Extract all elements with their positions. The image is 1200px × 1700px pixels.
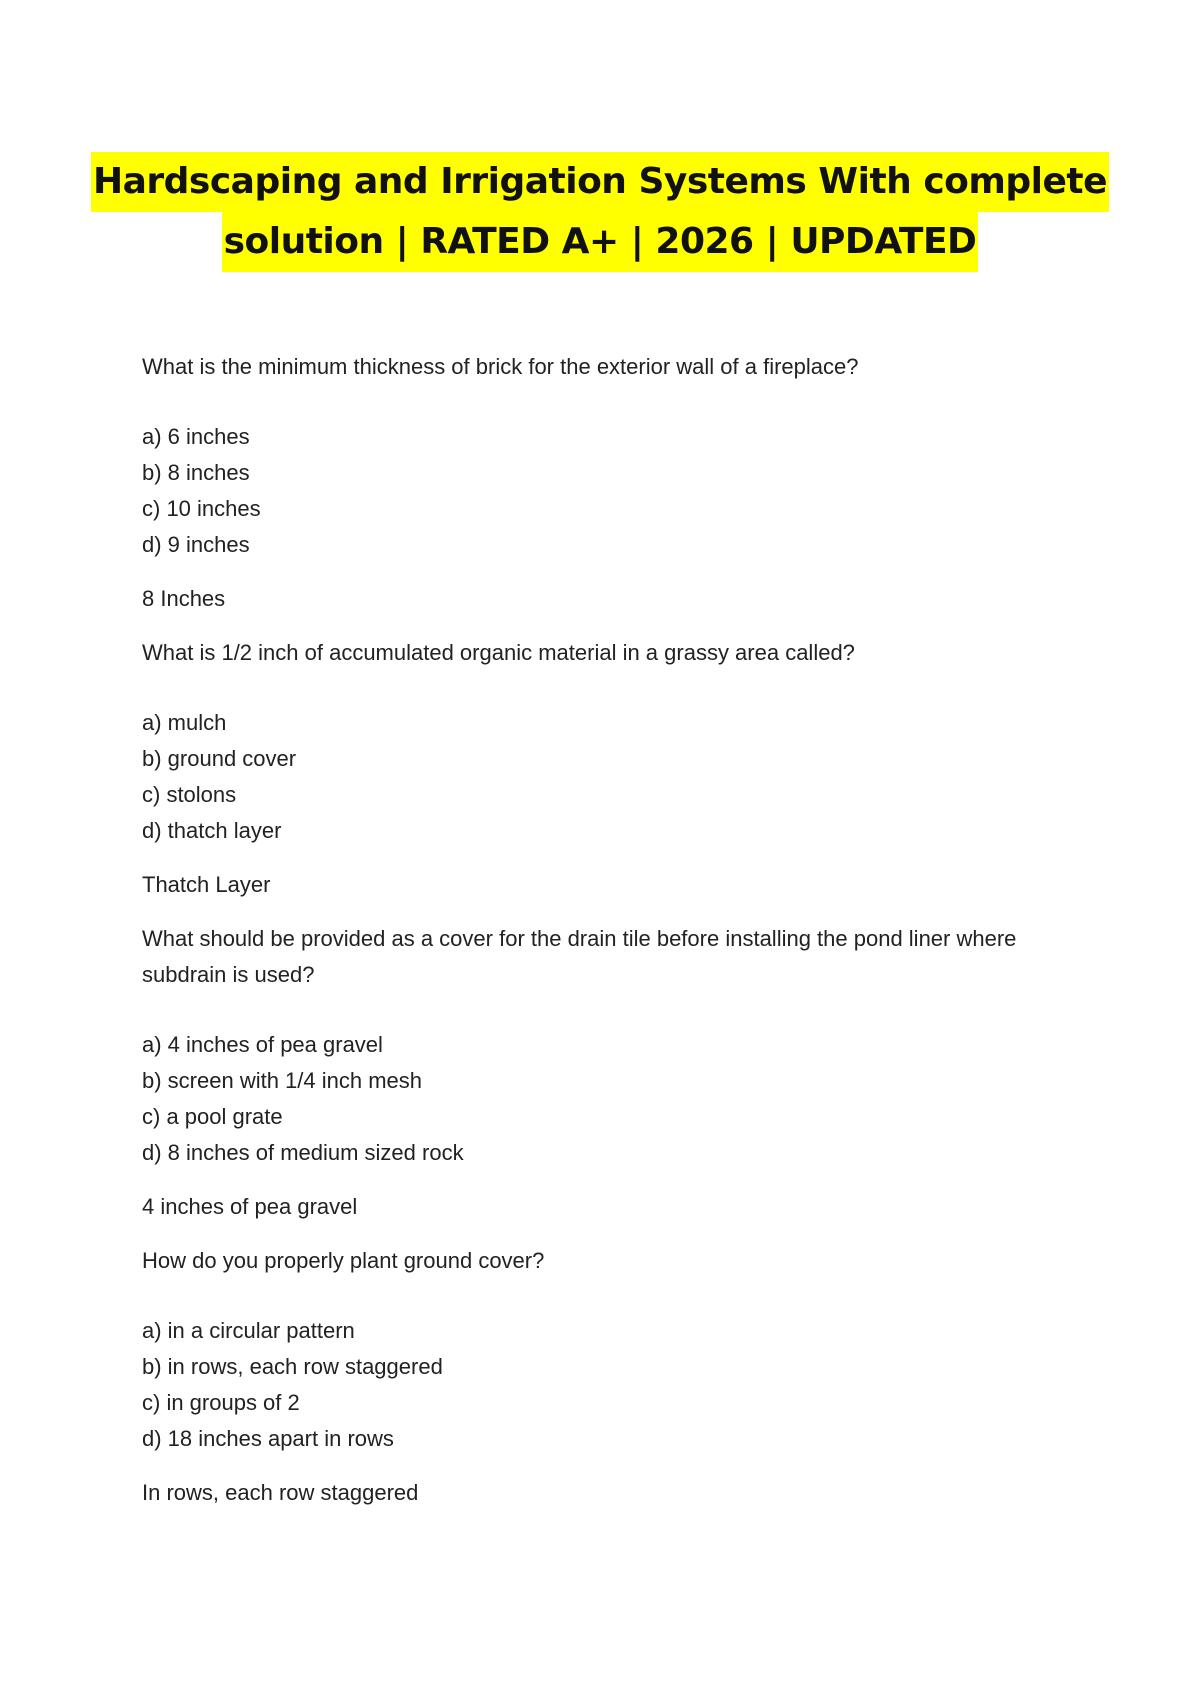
title-line-2: solution | RATED A+ | 2026 | UPDATED <box>222 212 979 272</box>
question-text: What is the minimum thickness of brick for the exterior wall of a fireplace? <box>142 354 859 379</box>
option-d: d) 9 inches <box>142 532 250 557</box>
question-text: What is 1/2 inch of accumulated organic material in a grassy area called? <box>142 640 855 665</box>
option-d: d) 8 inches of medium sized rock <box>142 1140 464 1165</box>
document-title <box>0 152 1200 272</box>
option-b: b) 8 inches <box>142 460 250 485</box>
option-b: b) ground cover <box>142 746 297 771</box>
option-d: d) 18 inches apart in rows <box>142 1426 394 1451</box>
question-text: How do you properly plant ground cover? <box>142 1248 545 1273</box>
answer-text: 4 inches of pea gravel <box>142 1194 358 1219</box>
option-a: a) in a circular pattern <box>142 1318 355 1343</box>
question-block <box>142 635 1062 903</box>
options-list <box>142 419 1062 563</box>
option-c: c) stolons <box>142 782 237 807</box>
option-d: d) thatch layer <box>142 818 282 843</box>
option-b: b) in rows, each row staggered <box>142 1354 443 1379</box>
answer-text: In rows, each row staggered <box>142 1480 419 1505</box>
question-block <box>142 1243 1062 1511</box>
options-list <box>142 705 1062 849</box>
option-b: b) screen with 1/4 inch mesh <box>142 1068 423 1093</box>
question-block <box>142 349 1062 617</box>
title-line-1: Hardscaping and Irrigation Systems With complete <box>91 152 1109 212</box>
option-c: c) a pool grate <box>142 1104 283 1129</box>
option-c: c) in groups of 2 <box>142 1390 300 1415</box>
option-a: a) 4 inches of pea gravel <box>142 1032 383 1057</box>
options-list <box>142 1313 1062 1457</box>
option-c: c) 10 inches <box>142 496 261 521</box>
answer-text: 8 Inches <box>142 586 226 611</box>
questions-list <box>142 349 1062 1529</box>
question-block <box>142 921 1062 1225</box>
options-list <box>142 1027 1062 1171</box>
option-a: a) 6 inches <box>142 424 250 449</box>
answer-text: Thatch Layer <box>142 872 271 897</box>
option-a: a) mulch <box>142 710 227 735</box>
question-text: What should be provided as a cover for the drain tile before installing the pond liner where subdrain is used? <box>142 926 1017 987</box>
